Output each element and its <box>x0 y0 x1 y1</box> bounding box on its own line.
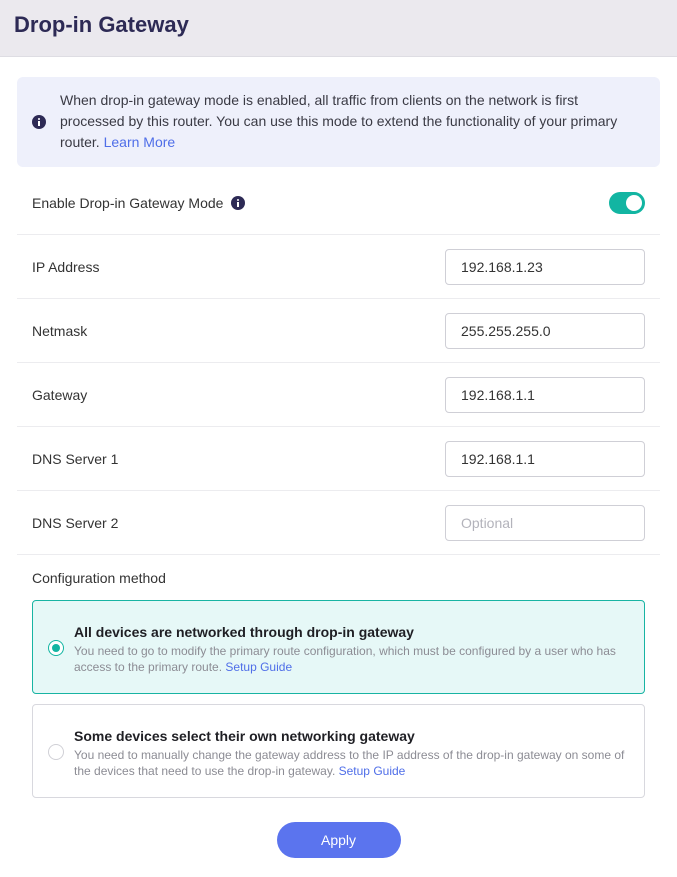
netmask-input[interactable] <box>445 313 645 349</box>
toggle-knob <box>626 195 642 211</box>
drop-in-gateway-toggle[interactable] <box>609 192 645 214</box>
configuration-method-label: Configuration method <box>32 570 166 586</box>
dns-server-1-label: DNS Server 1 <box>32 450 119 467</box>
info-notice <box>17 77 660 167</box>
dns-server-2-input[interactable] <box>445 505 645 541</box>
option-some-devices-title: Some devices select their own networking gateway <box>74 728 415 744</box>
main-content <box>0 57 677 858</box>
dns-server-2-row <box>17 491 660 555</box>
mode-label-wrap <box>32 195 245 211</box>
page-header <box>0 0 677 57</box>
setup-guide-link-2[interactable]: Setup Guide <box>338 764 406 778</box>
learn-more-link[interactable]: Learn More <box>103 134 176 150</box>
mode-label: Enable Drop-in Gateway Mode <box>32 194 224 211</box>
ip-address-input[interactable] <box>445 249 645 285</box>
page-title: Drop-in Gateway <box>14 12 189 37</box>
radio-all-devices[interactable] <box>48 640 64 656</box>
dns-server-2-label: DNS Server 2 <box>32 514 119 531</box>
setup-guide-link-1[interactable]: Setup Guide <box>225 660 293 674</box>
netmask-label: Netmask <box>32 322 88 339</box>
dns-server-1-input[interactable] <box>445 441 645 477</box>
info-icon <box>32 115 46 129</box>
option-all-devices[interactable] <box>32 600 645 694</box>
apply-button[interactable]: Apply <box>277 822 401 858</box>
notice-text <box>60 90 640 153</box>
option-all-devices-desc-text: You need to go to modify the primary route configuration, which must be configured by a user who has access to the primary route. <box>74 644 616 674</box>
gateway-label: Gateway <box>32 386 88 403</box>
option-all-devices-title: All devices are networked through drop-in gateway <box>74 624 414 640</box>
notice-body: When drop-in gateway mode is enabled, all traffic from clients on the network is first processed by this router. You can use this mode to extend the functionality of your primary router. <box>60 92 618 150</box>
mode-info-icon[interactable] <box>231 196 245 210</box>
apply-wrap <box>17 822 660 858</box>
ip-address-row <box>17 235 660 299</box>
radio-some-devices[interactable] <box>48 744 64 760</box>
dns-server-1-row <box>17 427 660 491</box>
option-all-devices-desc <box>74 643 629 675</box>
gateway-input[interactable] <box>445 377 645 413</box>
option-some-devices-desc-text: You need to manually change the gateway address to the IP address of the drop-in gateway on some of the devices that need to use the drop-in gateway. <box>74 748 625 778</box>
ip-address-label: IP Address <box>32 258 100 275</box>
netmask-row <box>17 299 660 363</box>
option-some-devices-desc <box>74 747 629 779</box>
mode-row <box>17 171 660 235</box>
option-some-devices[interactable] <box>32 704 645 798</box>
gateway-row <box>17 363 660 427</box>
